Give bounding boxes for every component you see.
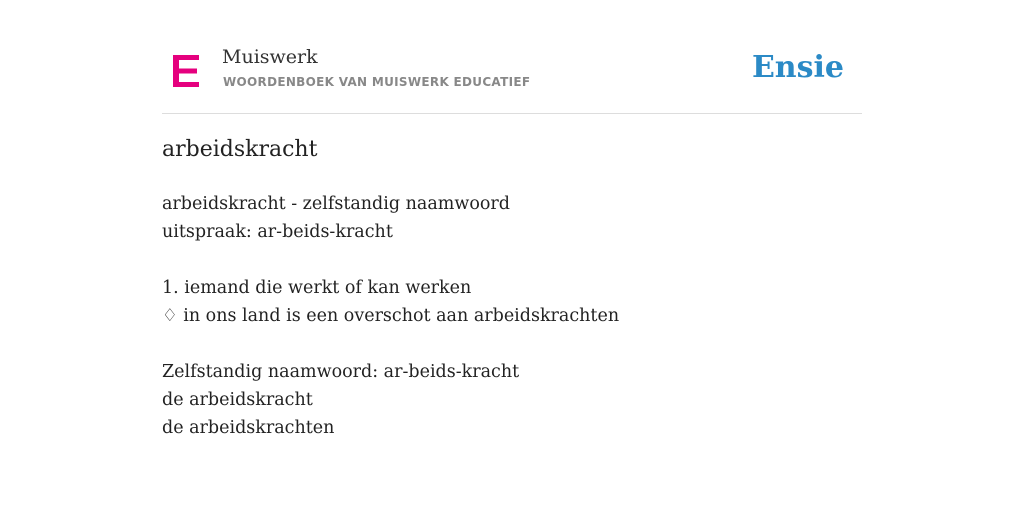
definition-line [162,246,619,274]
entry-title: arbeidskracht [162,137,318,162]
definition-line: Zelfstandig naamwoord: ar-beids-kracht [162,362,520,382]
definition-line: uitspraak: ar-beids-kracht [162,222,393,242]
definition-line: de arbeidskracht [162,390,313,410]
entry-definition [162,190,619,442]
definition-line: arbeidskracht - zelfstandig naamwoord [162,194,510,214]
ensie-logo-link[interactable]: Ensie [751,50,844,85]
definition-line: de arbeidskrachten [162,418,335,438]
site-header [162,40,862,114]
definition-line [162,330,619,358]
brand-subtitle: WOORDENBOEK VAN MUISWERK EDUCATIEF [223,75,531,89]
muiswerk-logo-icon[interactable] [173,55,199,87]
brand-name[interactable]: Muiswerk [222,46,318,68]
definition-line: 1. iemand die werkt of kan werken [162,278,472,298]
definition-line: ♢ in ons land is een overschot aan arbeidskrachten [162,306,620,326]
